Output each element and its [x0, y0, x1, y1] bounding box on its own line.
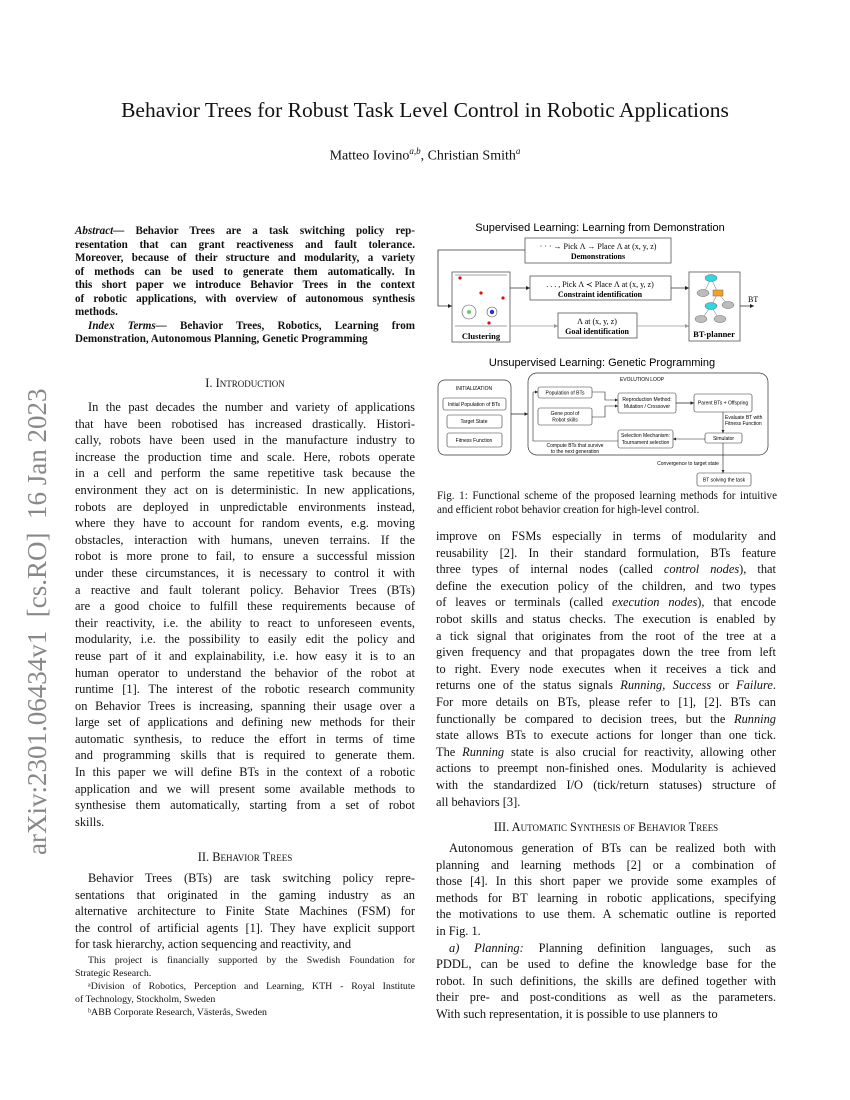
text-line: of robotic applications, with overview of autonomous synthesis	[75, 292, 415, 305]
text-line: This project is financially supported by the Swedish Foundation for	[88, 955, 415, 966]
text-line: in a cell and perform the same repetitive task because the	[75, 466, 415, 481]
text-line: environment they act on is deterministic. In new applications,	[75, 482, 415, 497]
text-line: the control of artificial agents [1]. They have explicit support	[75, 920, 415, 935]
init-item: Fitness Function	[455, 438, 493, 444]
demonstrations-sequence: · · · → Pick Λ → Place Λ at (x, y, z)	[539, 242, 657, 251]
goal-label: Goal identification	[565, 327, 629, 336]
text-line: are a good choice to fulfill these requirements because of	[75, 599, 415, 614]
text-line: runtime [1]. The interest of the robotic research community	[75, 682, 415, 697]
text-line: on Behavior Trees is increasing, spanning their usage over a	[75, 698, 415, 713]
text-line: under these circumstances, it is necessary to control it with	[75, 565, 415, 580]
text-line: where they have to account for random events, e.g. moving	[75, 516, 415, 531]
text-line: functionally be compared to decision trees, but the Running	[436, 711, 776, 726]
text-line: increase the production time and scale. Here, robots operate	[75, 449, 415, 464]
text-line: skills.	[75, 814, 105, 829]
text-line: of Technology, Stockholm, Sweden	[75, 993, 216, 1005]
evaluate-label: Fitness Function	[725, 421, 762, 427]
text-line: of methods can be used to generate them automatically. In	[75, 265, 415, 278]
gene-pool-node: Gene pool of	[550, 411, 580, 417]
text-line: the motivations to use them. A schematic outline is reported	[436, 907, 776, 922]
text-line: The Running state is also crucial for reactivity, allowing other	[436, 744, 776, 759]
text-line: with the standardized I/O (tick/return statuses) structure of	[436, 777, 776, 792]
text-line: methods.	[75, 306, 118, 318]
text-line: robot. In such definitions, the skills are defined together with	[436, 973, 776, 988]
text-line: to right. Every node executes when it receives a tick and	[436, 661, 776, 676]
automatic-synthesis-text	[436, 840, 776, 1023]
population-node: Population of BTs	[545, 390, 585, 397]
selection-node: Selection Mechanism:	[621, 433, 670, 439]
text-line: resentation that can grant reactiveness and fault tolerance.	[75, 238, 415, 251]
author-name: Matteo Iovino	[329, 148, 410, 164]
text-line: Autonomous generation of BTs can be realized both with	[449, 841, 776, 855]
text-line: robots are deployed in unpredictable environments instead,	[75, 499, 415, 514]
author-affiliation: a	[515, 146, 521, 156]
text-line: automatic synthesis, to reduce the effort in terms of time	[75, 731, 415, 746]
reproduction-node: Mutation / Crossover	[623, 404, 671, 410]
text-line: their reactivity, i.e. the ability to react to unforeseen events,	[75, 615, 415, 630]
text-line: their pre- and post-conditions as well as the parameters.	[436, 990, 776, 1005]
text-line: Strategic Research.	[75, 967, 152, 979]
bt-output-label: BT	[748, 295, 759, 304]
text-line: and programming skills that is required to generate them.	[75, 748, 415, 763]
text-line: robot skills and status checks. The execution is enabled by	[436, 611, 776, 626]
text-line: Fig. 1: Functional scheme of the proposed learning methods for intuitive	[437, 490, 777, 502]
text-line: In this paper we will define BTs in the context of a robotic	[75, 765, 415, 780]
text-line: of leaves or terminals (called execution nodes), that encode	[436, 595, 776, 610]
init-item: Target State	[460, 419, 488, 425]
convergence-label: Convergence to target state	[657, 461, 719, 467]
text-line: ᵃDivision of Robotics, Perception and Learning, KTH - Royal Institute	[88, 980, 415, 992]
parent-offspring-node: Parent BTs + Offspring	[697, 400, 749, 407]
text-line: In the past decades the number and variety of applications	[88, 400, 415, 414]
text-line: returns one of the status signals Running, Success or Failure.	[436, 678, 776, 693]
text-line: in Fig. 1.	[436, 923, 481, 938]
text-line: PDDL, can be used to define the knowledge base for the	[436, 957, 776, 972]
text-line: With such representation, it is possible to use planners to	[436, 1006, 718, 1021]
text-line: Moreover, because of their structure and modularity, a variety	[75, 252, 415, 264]
text-line: this short paper we introduce Behavior Trees in the context	[75, 279, 415, 291]
text-line: cally, robots have been used in the manufacture industry to	[75, 433, 415, 448]
text-line: a) Planning: Planning definition languages, such as	[449, 940, 776, 955]
arxiv-stamp: arXiv:2301.06434v1 [cs.RO] 16 Jan 2023	[22, 388, 52, 855]
text-line: for task hierarchy, action sequencing and reactivity, and	[75, 937, 352, 952]
text-line: ᵇABB Corporate Research, Västerås, Sweden	[88, 1006, 267, 1018]
text-line: reuse part of it and explainability, i.e. how easy it is to an	[75, 648, 415, 663]
simulator-node: Simulator	[712, 436, 735, 442]
text-line: actions to preempt non-finished ones. Modularity is achieved	[436, 761, 776, 776]
paper-title: Behavior Trees for Robust Task Level Control in Robotic Applications	[121, 98, 729, 122]
text-line: those [4]. In this short paper we provide some examples of	[436, 874, 776, 889]
author-name: Christian Smith	[427, 148, 516, 164]
text-line: Demonstration, Autonomous Planning, Genetic Programming	[75, 333, 368, 345]
text-line: a tick signal that originates from the root of the tree at a	[436, 628, 776, 643]
section-heading-automatic-synthesis: III. Automatic Synthesis of Behavior Trees	[493, 820, 719, 834]
text-line: human operator to understand the behavior of the robot at	[75, 665, 415, 680]
text-line: all behaviors [3].	[436, 794, 521, 809]
reproduction-node: Reproduction Method:	[622, 397, 672, 403]
supervised-title: Supervised Learning: Learning from Demonstration	[475, 222, 725, 234]
text-line: application and we will present some available methods to	[75, 781, 415, 796]
figure-caption	[437, 489, 777, 517]
compute-label: Compute BTs that survive	[546, 443, 604, 449]
text-line: improve on FSMs especially in terms of modularity and	[436, 529, 776, 543]
evaluate-label: Evaluate BT with	[725, 415, 763, 421]
text-line: sentations that originated in the gaming industry as an	[75, 887, 415, 902]
text-line: planning and learning methods [2] or a combination of	[436, 857, 776, 872]
unsupervised-title: Unsupervised Learning: Genetic Programming	[488, 357, 716, 369]
text-line: Behavior Trees (BTs) are task switching policy repre-	[88, 871, 415, 885]
initialization-title: INITIALIZATION	[455, 386, 493, 392]
supervised-learning-panel	[438, 222, 758, 342]
text-line: define the execution policy of the children, and two types	[436, 578, 776, 593]
section-heading-introduction: I. Introduction	[205, 376, 285, 390]
compute-label: to the next generation	[550, 449, 600, 455]
evolution-loop-title: EVOLUTION LOOP	[619, 377, 665, 383]
text-line: modularity, i.e. the possibility to easily edit the policy and	[75, 632, 415, 647]
text-line: robot is more prone to fail, to ensure a successful mission	[75, 549, 415, 564]
author-affiliation: a,b	[409, 146, 421, 156]
goal-expression: Λ at (x, y, z)	[577, 317, 617, 326]
unsupervised-learning-panel	[438, 357, 768, 486]
text-line: methods for BT learning in robotic applications, specifying	[436, 890, 776, 905]
text-line: three types of internal nodes (called control nodes), that	[436, 562, 776, 577]
gene-pool-node: Robot skills	[552, 417, 578, 424]
text-line: and efficient robot behavior creation for high-level control.	[437, 504, 700, 516]
selection-node: Tournament selection	[621, 440, 670, 446]
clustering-label: Clustering	[461, 331, 501, 341]
text-line: For more details on BTs, please refer to [1], [2]. BTs can	[436, 694, 776, 709]
text-line: a reactive and fault tolerant policy. Behavior Trees (BTs)	[75, 582, 415, 597]
text-line: large set of applications and defining new methods for their	[75, 715, 415, 730]
demonstrations-label: Demonstrations	[570, 252, 626, 261]
text-line: that have been robotised has increased drastically. Histori-	[75, 416, 415, 431]
bt-planner-label: BT-planner	[693, 329, 735, 339]
bt-solving-node: BT solving the task	[702, 477, 746, 484]
constraint-label: Constraint identification	[557, 290, 643, 299]
text-line: Abstract— Behavior Trees are a task switching policy rep-	[75, 225, 415, 237]
text-line: synthesise them automatically, starting from a set of robot	[75, 798, 415, 813]
behavior-trees-text-continued	[436, 528, 776, 810]
author-separator: ,	[420, 148, 428, 164]
constraint-sequence: . . . , Pick Λ ≺ Place Λ at (x, y, z)	[546, 280, 654, 289]
text-line: Index Terms— Behavior Trees, Robotics, Learning from	[88, 319, 415, 332]
text-line: obstacles, interaction with humans, uneven terrains. If the	[75, 532, 415, 547]
section-heading-behavior-trees: II. Behavior Trees	[197, 850, 293, 864]
text-line: reusability [2]. In their standard formulation, BTs feature	[436, 545, 776, 560]
init-item: Initial Population of BTs	[448, 402, 500, 408]
text-line: state allows BTs to execute actions for longer than one tick.	[436, 728, 776, 743]
text-line: alternative architecture to Finite State Machines (FSM) for	[75, 904, 415, 919]
text-line: given frequency and that propagates down the tree from left	[436, 645, 776, 660]
